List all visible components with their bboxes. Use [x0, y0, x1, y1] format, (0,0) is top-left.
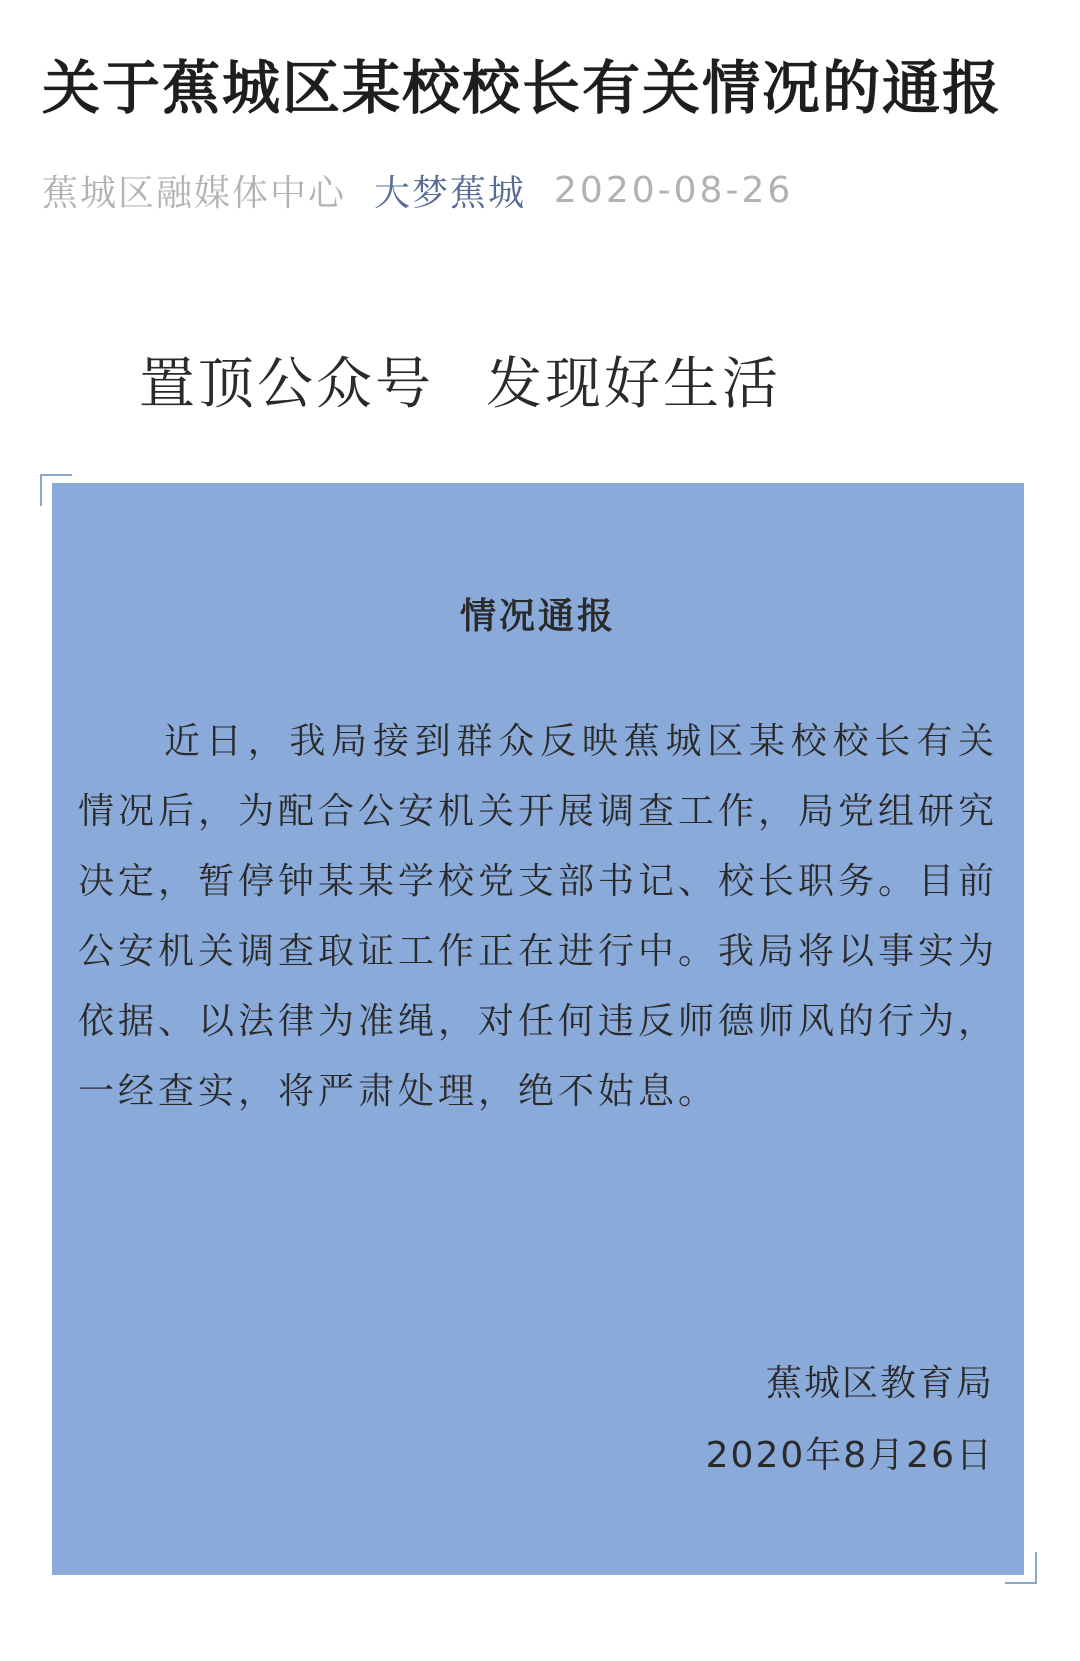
notice-signature-block — [706, 1348, 994, 1492]
article-meta — [42, 160, 793, 220]
banner-left-text: 置顶公众号 — [139, 352, 434, 417]
banner-image-text — [0, 345, 1080, 425]
frame-corner-bottom-right — [1005, 1552, 1037, 1584]
account-link[interactable]: 大梦蕉城 — [374, 172, 527, 214]
article-title: 关于蕉城区某校校长有关情况的通报 — [42, 54, 1003, 122]
notice-signature: 蕉城区教育局 — [765, 1363, 994, 1404]
notice-body: 近日，我局接到群众反映蕉城区某校校长有关情况后，为配合公安机关开展调查工作，局党组研究决定，暂停钟某某学校党支部书记、校长职务。目前公安机关调查取证工作正在进行中。我局将以事实为依据、以法律为准绳，对任何违反师德师风的行为，一经查实，将严肃处理，绝不姑息。 — [78, 721, 999, 1112]
notice-sign-date: 2020年8月26日 — [705, 1435, 994, 1476]
notice-title: 情况通报 — [459, 596, 616, 637]
author-name: 蕉城区融媒体中心 — [42, 172, 347, 214]
publish-date: 2020-08-26 — [554, 169, 794, 211]
banner-right-text: 发现好生活 — [486, 352, 781, 417]
notice-card — [52, 483, 1024, 1575]
